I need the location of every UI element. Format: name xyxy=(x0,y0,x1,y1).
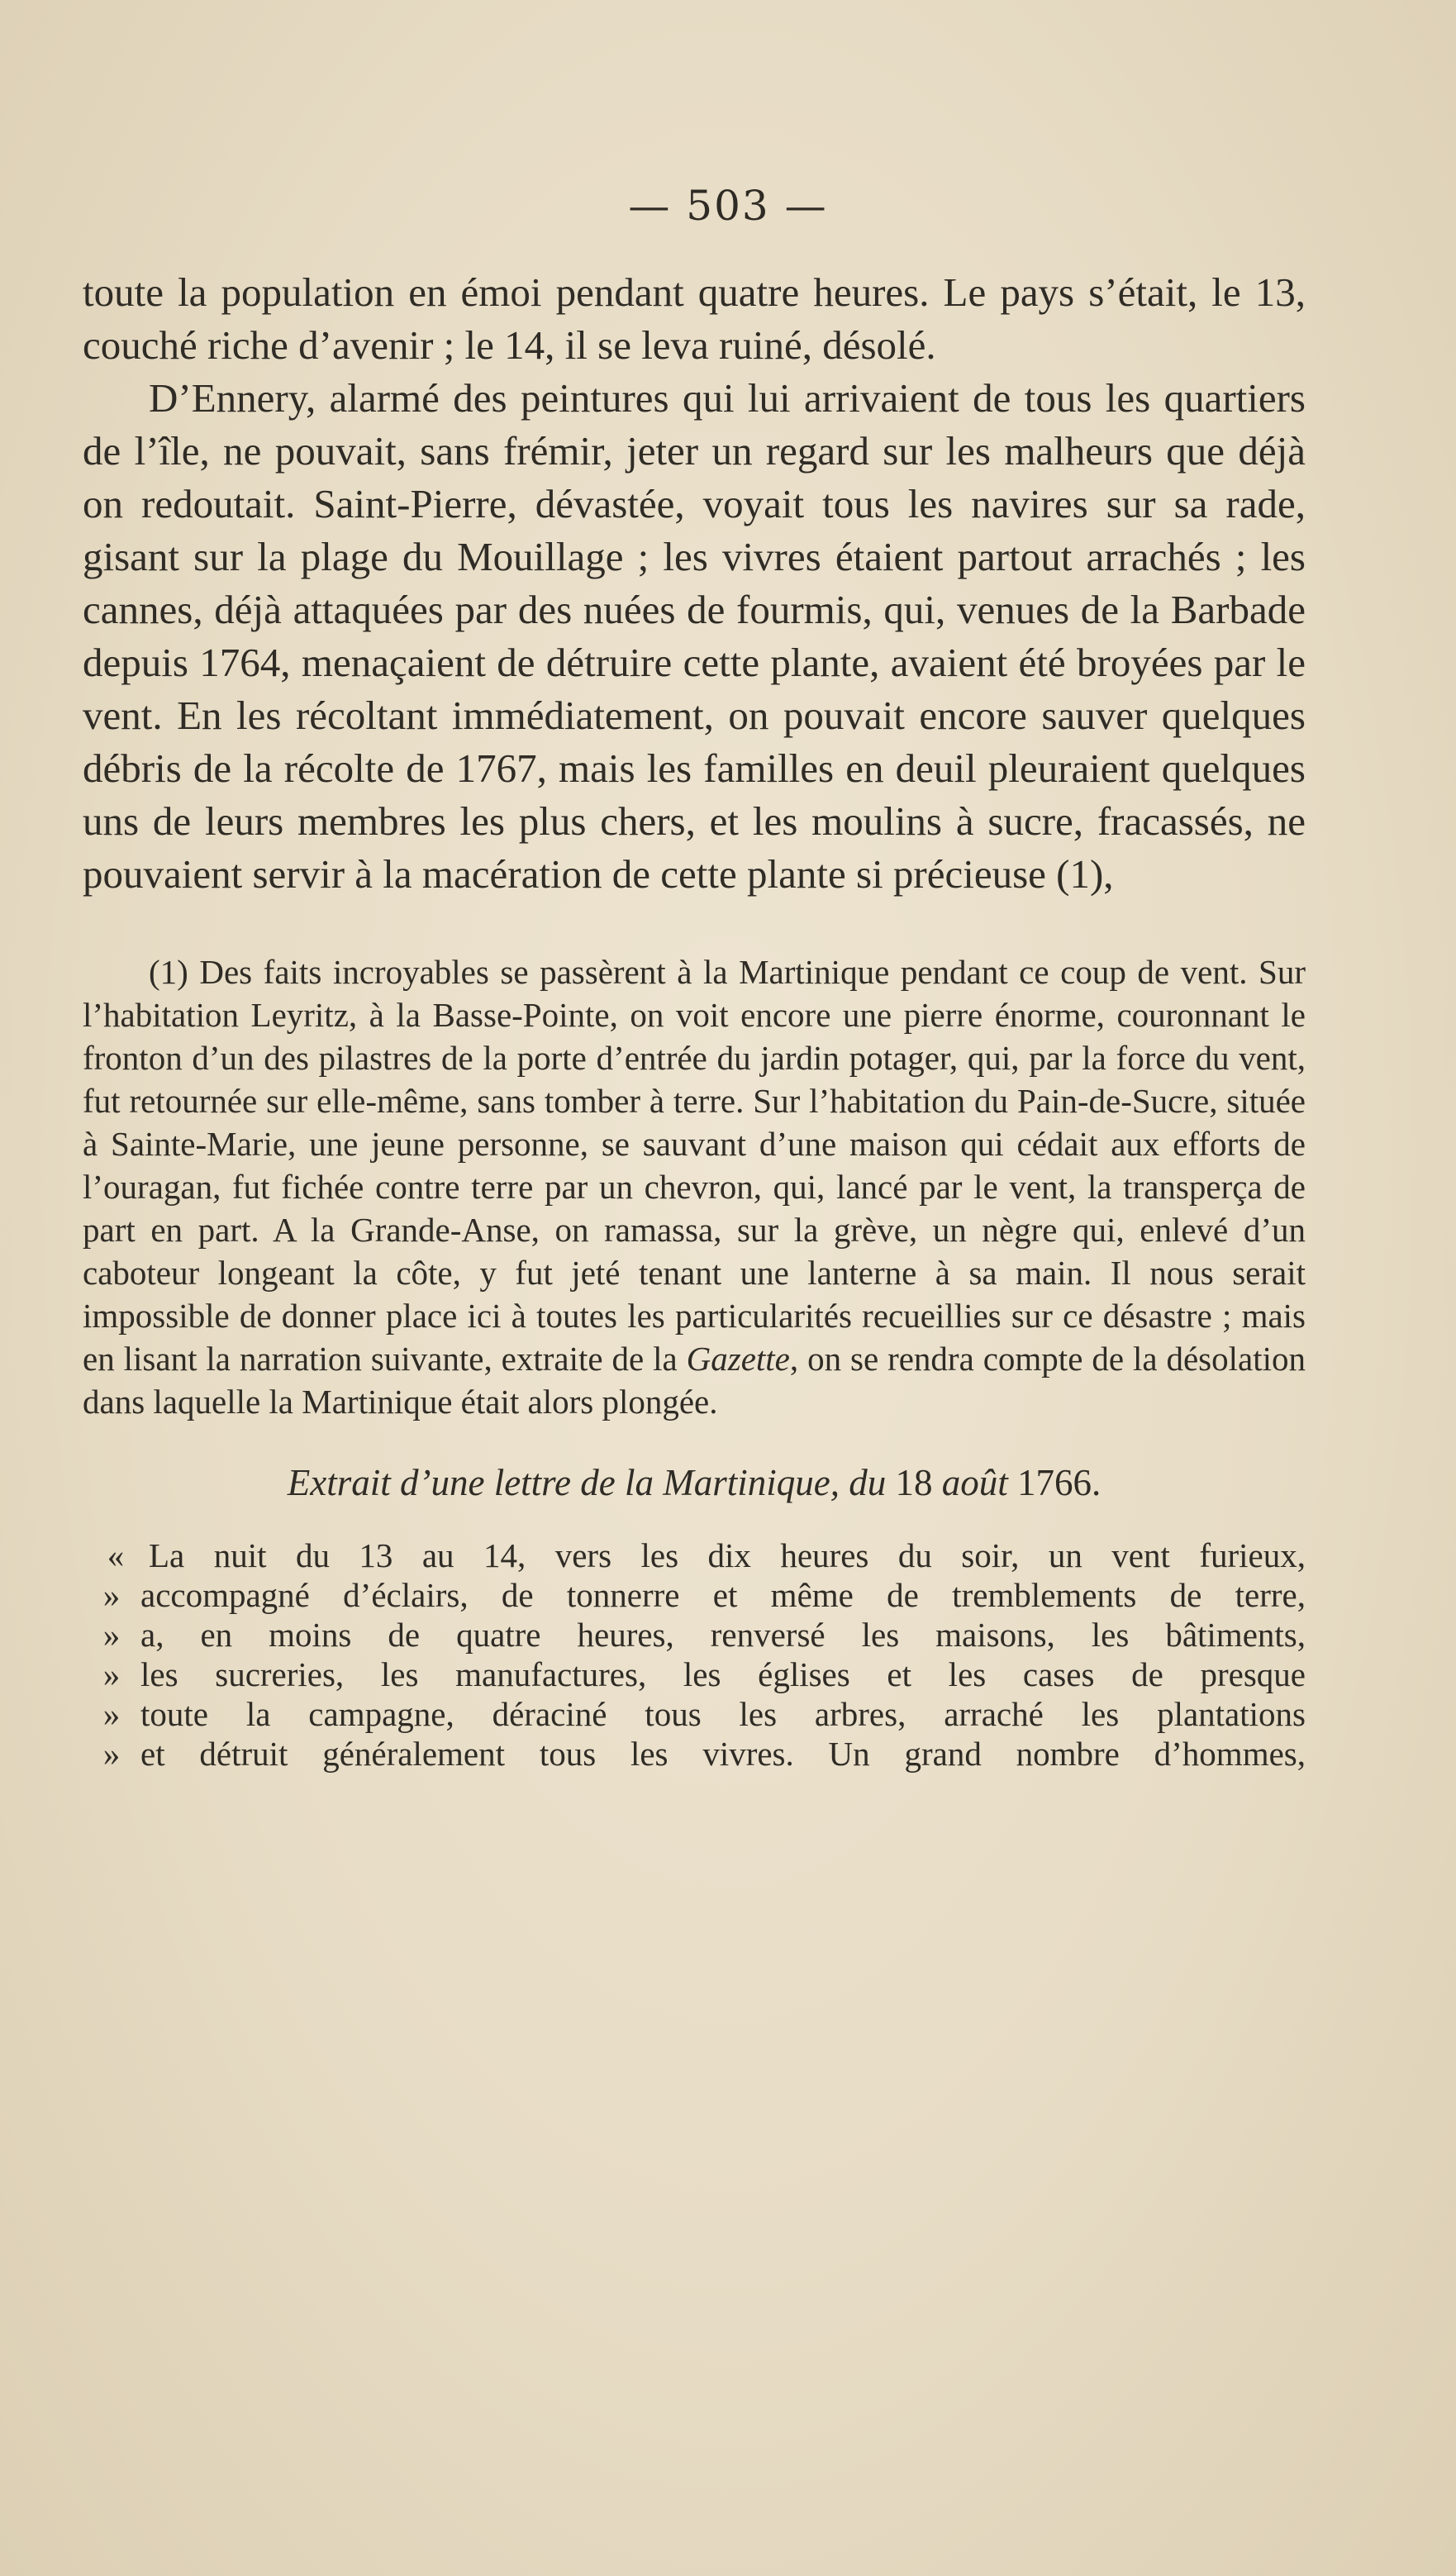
quote-mark: « xyxy=(107,1536,125,1574)
extract-title-day: 18 xyxy=(895,1462,933,1503)
page-number: — 503 — xyxy=(628,182,828,230)
extract-title-year: 1766. xyxy=(1016,1462,1102,1503)
quoted-letter xyxy=(83,1536,1306,1774)
paragraph-1: toute la population en émoi pendant quatre heures. Le pays s’était, le 13, couché riche d’avenir ; le 14, il se leva ruiné, désolé. xyxy=(83,269,1306,368)
extract-title-month: août xyxy=(941,1462,1008,1503)
quote-line xyxy=(83,1536,1306,1575)
quote-line-text: La nuit du 13 au 14, vers les dix heures du soir, un vent furieux, xyxy=(149,1536,1306,1574)
extract-title-text: Extrait d’une lettre de la Martinique, du xyxy=(287,1462,887,1503)
quote-line-text: a, en moins de quatre heures, renversé les maisons, les bâtiments, xyxy=(140,1616,1306,1654)
main-text xyxy=(83,266,1306,901)
footnote-text xyxy=(83,950,1306,1423)
quote-mark: » xyxy=(102,1735,121,1773)
extract-title xyxy=(83,1459,1306,1506)
quote-line xyxy=(83,1694,1306,1734)
quote-mark: » xyxy=(102,1616,121,1654)
quote-line xyxy=(83,1615,1306,1655)
footnote-text-part2: , on se rendra compte de la désolation dans laquelle la Martinique était alors plongée. xyxy=(83,1340,1306,1421)
footnote xyxy=(83,950,1306,1423)
quote-line-text: les sucreries, les manufactures, les églises et les cases de presque xyxy=(140,1655,1306,1693)
quote-line xyxy=(83,1655,1306,1694)
paragraph-2: D’Ennery, alarmé des peintures qui lui arrivaient de tous les quartiers de l’île, ne pouvait, sans frémir, jeter un regard sur les malheurs que déjà on redoutait. Saint-Pierre, dévastée, voyait tous les navires sur sa rade, gisant sur la plage du Mouillage ; les vivres étaient partout arrachés ; les cannes, déjà attaquées par des nuées de fourmis, qui, venues de la Barbade depuis 1764, menaçaient de détruire cette plante, avaient été broyées par le vent. En les récoltant immédiatement, on pouvait encore sauver quelques débris de la récolte de 1767, mais les familles en deuil pleuraient quelques uns de leurs membres les plus chers, et les moulins à sucre, fracassés, ne pouvaient servir à la macération de cette plante si précieuse (1), xyxy=(83,375,1306,897)
quote-line-text: toute la campagne, déraciné tous les arbres, arraché les plantations xyxy=(140,1695,1306,1733)
quote-line-text: et détruit généralement tous les vivres. Un grand nombre d’hommes, xyxy=(140,1735,1306,1773)
footnote-italic-gazette: Gazette xyxy=(686,1340,790,1378)
quote-line xyxy=(83,1734,1306,1774)
quote-mark: » xyxy=(102,1576,121,1614)
page-body xyxy=(83,266,1306,1774)
quote-line-text: accompagné d’éclairs, de tonnerre et même de tremblements de terre, xyxy=(140,1576,1306,1614)
quote-line xyxy=(83,1575,1306,1615)
quote-mark: » xyxy=(102,1695,121,1733)
footnote-text-part1: (1) Des faits incroyables se passèrent à la Martinique pendant ce coup de vent. Sur l’habitation Leyritz, à la Basse-Pointe, on voit encore une pierre énorme, couronnant le fronton d’un des pilastres de la porte d’entrée du jardin potager, qui, par la force du vent, fut retournée sur elle-même, sans tomber à terre. Sur l’habitation du Pain-de-Sucre, située à Sainte-Marie, une jeune personne, se sauvant d’une maison qui cédait aux efforts de l’ouragan, fut fichée contre terre par un chevron, qui, lancé par le vent, la transperça de part en part. A la Grande-Anse, on ramassa, sur la grève, un nègre qui, enlevé d’un caboteur longeant la côte, y fut jeté tenant une lanterne à sa main. Il nous serait impossible de donner place ici à toutes les particularités recueillies sur ce désastre ; mais en lisant la narration suivante, extraite de la xyxy=(83,953,1306,1378)
quote-mark: » xyxy=(102,1655,121,1693)
